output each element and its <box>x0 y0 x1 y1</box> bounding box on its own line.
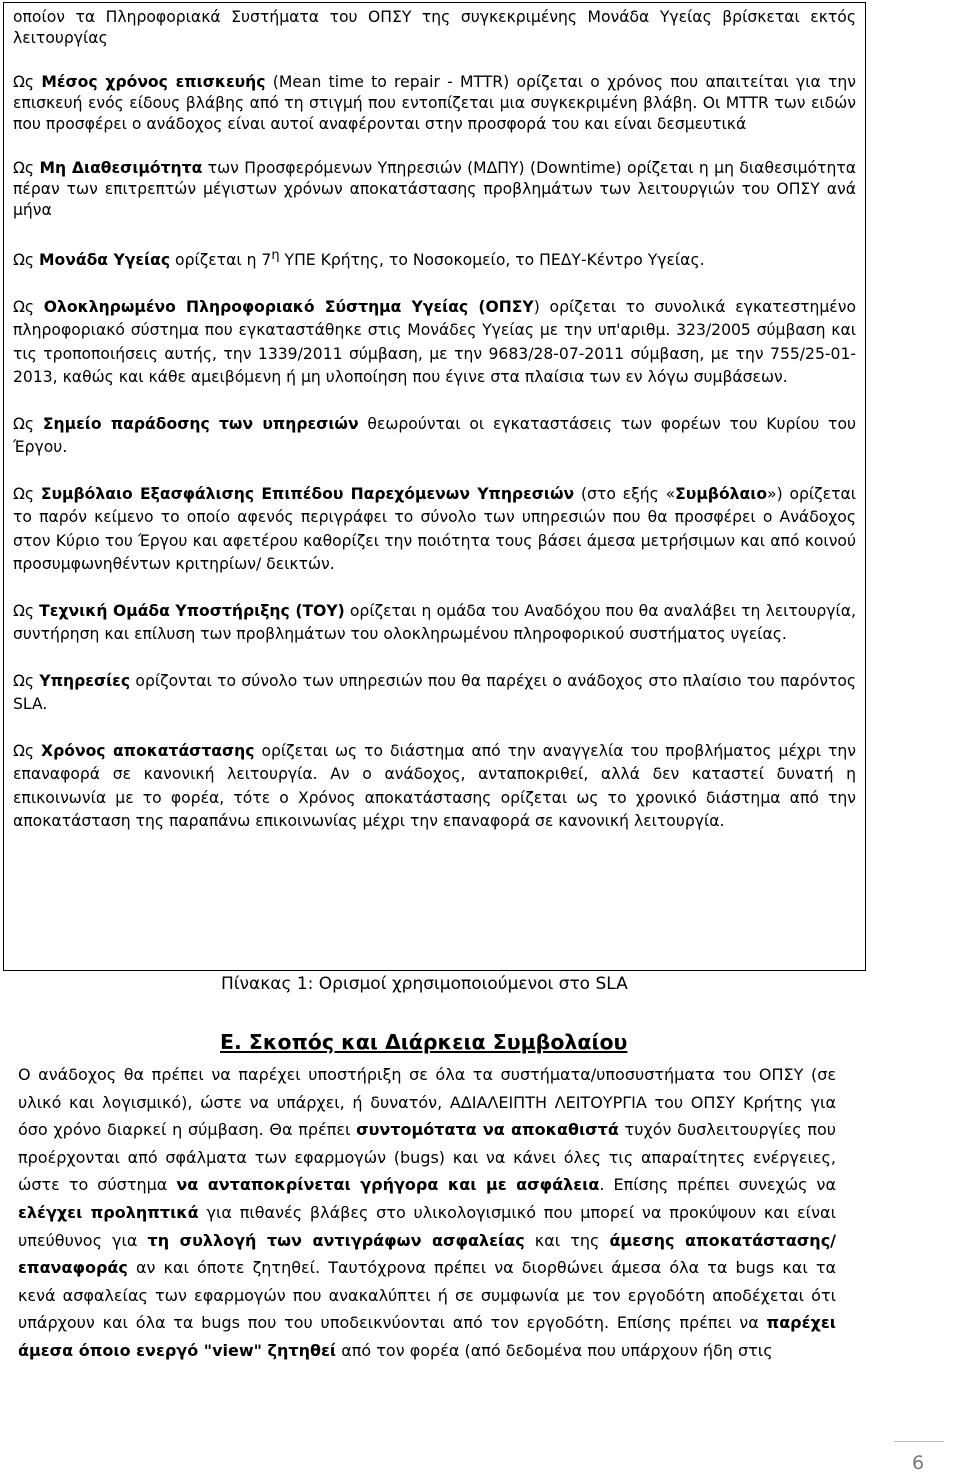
bold-term: Ολοκληρωμένο Πληροφοριακό Σύστημα Υγείας (ΟΠΣΥ <box>43 297 534 316</box>
bold-term: συντομότατα να αποκαθιστά <box>356 1120 619 1140</box>
definition-paragraph <box>13 244 856 273</box>
text-run: η <box>271 248 280 263</box>
text-run: ορίζεται ως το διάστημα από την αναγγελία του προβλήματος μέχρι την επαναφορά σε κανονική λειτουργία. Αν ο ανάδοχος, ανταποκριθεί, αλλά δεν καταστεί δυνατή η επικοινωνία με το φορέα, τότε ο Χρόνος αποκατάστασης ορίζεται ως το χρονικό διάστημα από την αποκατάσταση της παραπάνω επικοινωνίας μέχρι την επαναφορά σε κανονική λειτουργία. <box>13 741 857 831</box>
bold-term: Μέσος χρόνος επισκευής <box>41 73 266 91</box>
bold-term: ελέγχει προληπτικά <box>18 1202 199 1222</box>
text-run: από τον φορέα (από δεδομένα που υπάρχουν ήδη στις <box>336 1340 773 1360</box>
text-run: Ως <box>13 251 40 270</box>
text-run: ) ορίζεται το συνολικά εγκατεστημένο πληροφοριακό σύστημα που εγκαταστάθηκε στις Μονάδες Υγείας με την υπ'αριθμ. 323/2005 σύμβαση και τις τροποποιήσεις αυτής, την 1339/2011 σύμβαση, με την 9683/28-07-2011 σύμβαση, με την 755/25-01-2013, καθώς και κάθε αμειβόμενη ή μη υλοποίηση που έγινε στα πλαίσια των εν λόγω συμβάσεων. <box>13 297 856 387</box>
text-run: αν και όποτε ζητηθεί. Ταυτόχρονα πρέπει να διορθώνει άμεσα όλα τα bugs και τα κενά ασφαλείας των εφαρμογών που ανακαλύπτει ή σε συμφωνία με τον εργοδότη αποδέχεται ότι υπάρχουν και όλα τα bugs που του υποδεικνύονται από τον εργοδότη. Επίσης πρέπει να <box>18 1258 836 1333</box>
definition-paragraph <box>13 483 856 577</box>
text-run: Ως <box>13 741 42 760</box>
bold-term: Μη Διαθεσιμότητα <box>39 159 203 177</box>
text-run: . Επίσης πρέπει συνεχώς να <box>599 1175 836 1195</box>
section-body <box>18 1061 836 1365</box>
text-run: ορίζεται η ομάδα του Αναδόχου που θα αναλάβει τη λειτουργία, συντήρηση και επίλυση των προβλημάτων του ολοκληρωμένου πληροφορικού συστήματος υγείας. <box>13 601 857 644</box>
text-run: των Προσφερόμενων Υπηρεσιών (ΜΔΠΥ) (Downtime) ορίζεται η μη διαθεσιμότητα πέραν των επιτρεπτών μέγιστων χρόνων αποκατάστασης προβλημάτων των λειτουργιών του ΟΠΣΥ ανά μήνα <box>13 159 856 219</box>
text-run: για πιθανές βλάβες στο υλικολογισμικό που μπορεί να προκύψουν και είναι υπεύθυνος για <box>18 1202 836 1250</box>
text-run: οποίον τα Πληροφοριακά Συστήματα του ΟΠΣΥ της συγκεκριμένης Μονάδα Υγείας βρίσκεται εκτός λειτουργίας <box>13 8 856 47</box>
bold-term: Τεχνική Ομάδα Υποστήριξης (ΤΟΥ) <box>39 601 345 620</box>
text-run: (Mean time to repair - MTTR) ορίζεται ο χρόνος που απαιτείται για την επισκευή ενός είδους βλάβης από τη στιγμή που εντοπίζεται μια συγκεκριμένη βλάβη. Οι MTTR των ειδών που προσφέρει ο ανάδοχος είναι αυτοί αναφέρονται στην προσφορά του και είναι δεσμευτικά <box>13 73 857 133</box>
text-run: Ο ανάδοχος θα πρέπει να παρέχει υποστήριξη σε όλα τα συστήματα/υποσυστήματα του ΟΠΣΥ (σε υλικό και λογισμικό), ώστε να υπάρχει, ή δυνατόν, ΑΔΙΑΛΕΙΠΤΗ ΛΕΙΤΟΥΡΓΙΑ του ΟΠΣΥ Κρήτης για όσο χρόνο διαρκεί η σύμβαση. Θα πρέπει <box>18 1065 836 1140</box>
text-run: ορίζεται η 7 <box>170 251 272 270</box>
bold-term: Μονάδα Υγείας <box>39 251 171 270</box>
text-run: Ως <box>13 73 42 91</box>
definition-paragraph <box>13 158 856 221</box>
text-run: ΥΠΕ Κρήτης, το Νοσοκομείο, το ΠΕΔΥ-Κέντρο Υγείας. <box>279 251 705 270</box>
bold-term: Χρόνος αποκατάστασης <box>41 741 255 760</box>
text-run: Ως <box>13 484 41 503</box>
bold-term: να ανταποκρίνεται γρήγορα και με ασφάλεια <box>176 1175 600 1195</box>
definition-paragraph <box>13 72 856 135</box>
text-run: ») ορίζεται το παρόν κείμενο το οποίο αφενός περιγράφει το σύνολο των υπηρεσιών που θα προσφέρει ο Ανάδοχος στον Κύριο του Έργου και αφετέρου καθορίζει την ποιότητα τους βάσει άμεσα μετρήσιμων και από κοινού προσυμφωνηθέντων κριτηρίων/ δεικτών. <box>13 484 857 574</box>
text-run: θεωρούνται οι εγκαταστάσεις των φορέων του Κυρίου του Έργου. <box>13 414 857 457</box>
table-caption: Πίνακας 1: Ορισμοί χρησιμοποιούμενοι στο SLA <box>221 974 628 994</box>
definition-paragraph <box>13 413 856 460</box>
text-run: Ως <box>13 414 43 433</box>
footer-divider <box>894 1441 944 1442</box>
definitions-table <box>3 2 866 971</box>
section-heading: Ε. Σκοπός και Διάρκεια Συμβολαίου <box>220 1030 628 1054</box>
bold-term: παρέχει άμεσα όποιο ενεργό "view" ζητηθεί <box>18 1313 836 1360</box>
definition-paragraph <box>13 296 856 390</box>
text-run: Ως <box>13 601 40 620</box>
text-run: Ως <box>13 297 44 316</box>
bold-term: Συμβόλαιο <box>675 484 768 503</box>
text-run: τυχόν δυσλειτουργίες που προέρχονται από σφάλματα των εφαρμογών (bugs) και να κάνει όλες τις απαραίτητες ενέργειες, ώστε το σύστημα <box>18 1120 836 1195</box>
bold-term: Συμβόλαιο Εξασφάλισης Επιπέδου Παρεχόμενων Υπηρεσιών <box>40 484 575 503</box>
bold-term: τη συλλογή των αντιγράφων ασφαλείας <box>147 1230 525 1250</box>
text-run: Ως <box>13 671 40 690</box>
text-run: και της <box>524 1230 610 1250</box>
bold-term: Υπηρεσίες <box>39 671 131 690</box>
page-number: 6 <box>912 1452 925 1474</box>
text-run: (στο εξής « <box>574 484 676 503</box>
definition-paragraph <box>13 600 856 647</box>
definition-paragraph <box>13 740 856 834</box>
definition-paragraph <box>13 670 856 717</box>
definitions-list <box>13 7 856 834</box>
text-run: Ως <box>13 159 40 177</box>
bold-term: Σημείο παράδοσης των υπηρεσιών <box>42 414 359 433</box>
definition-paragraph <box>13 7 856 49</box>
text-run: ορίζονται το σύνολο των υπηρεσιών που θα παρέχει ο ανάδοχος στο πλαίσιο του παρόντος SLA. <box>13 671 857 714</box>
bold-term: άμεσης αποκατάστασης/επαναφοράς <box>18 1230 837 1278</box>
